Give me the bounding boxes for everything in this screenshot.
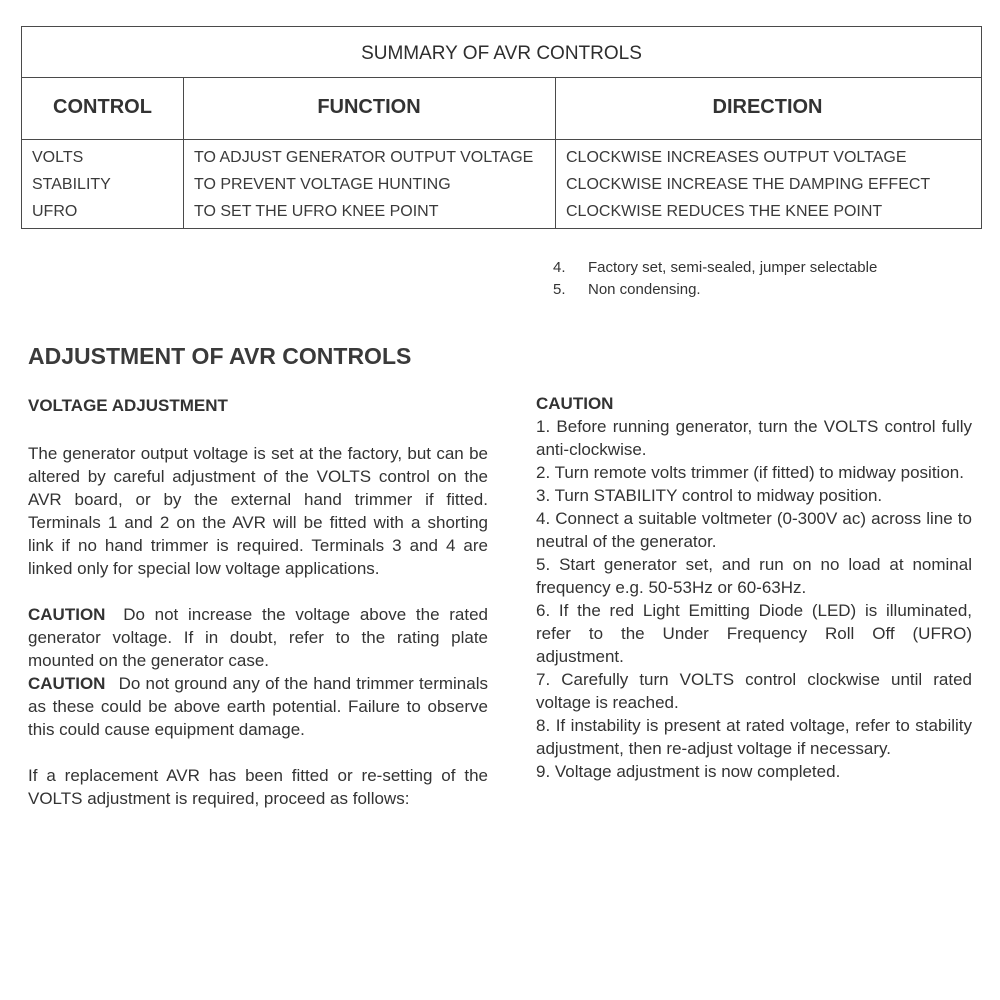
- cell-control: VOLTS: [32, 149, 84, 166]
- procedure-step: 1. Before running generator, turn the VOLTS control fully anti-clockwise.: [536, 417, 972, 459]
- caution-paragraph: [28, 603, 488, 672]
- direction-column: [566, 148, 930, 229]
- cell-function: TO PREVENT VOLTAGE HUNTING: [194, 176, 451, 193]
- cell-function: TO SET THE UFRO KNEE POINT: [194, 203, 439, 220]
- cell-direction: CLOCKWISE INCREASES OUTPUT VOLTAGE: [566, 149, 907, 166]
- caution-label: CAUTION: [28, 674, 106, 693]
- avr-controls-table: [21, 26, 982, 229]
- cell-control: STABILITY: [32, 176, 111, 193]
- caution-block: [28, 603, 488, 741]
- header-function: FUNCTION: [317, 96, 421, 118]
- footnote: [553, 258, 877, 280]
- header-rule: [22, 139, 981, 140]
- control-column: [32, 148, 111, 229]
- cell-function: TO ADJUST GENERATOR OUTPUT VOLTAGE: [194, 149, 534, 166]
- procedure-step: 5. Start generator set, and run on no load at nominal frequency e.g. 50-53Hz or 60-63Hz.: [536, 555, 972, 597]
- section-title: ADJUSTMENT OF AVR CONTROLS: [28, 343, 412, 369]
- caution-paragraph: [28, 672, 488, 741]
- voltage-adjustment-heading: VOLTAGE ADJUSTMENT: [28, 396, 228, 415]
- footnote-text: Non condensing.: [588, 281, 701, 298]
- caution-text: Do not increase the voltage above the rated generator voltage. If in doubt, refer to the rating plate mounted on the generator case.: [28, 605, 488, 670]
- table-title: SUMMARY OF AVR CONTROLS: [22, 27, 981, 78]
- header-control: CONTROL: [53, 96, 152, 118]
- function-column: [194, 148, 533, 229]
- cell-direction: CLOCKWISE REDUCES THE KNEE POINT: [566, 203, 883, 220]
- footnote: [553, 280, 877, 302]
- procedure-step: 3. Turn STABILITY control to midway position.: [536, 486, 883, 505]
- cell-direction: CLOCKWISE INCREASE THE DAMPING EFFECT: [566, 176, 931, 193]
- procedure-heading: CAUTION: [536, 394, 614, 413]
- caution-text: Do not ground any of the hand trimmer terminals as these could be above earth potential. Failure to observe this could cause equipment damage.: [28, 674, 488, 739]
- caution-label: CAUTION: [28, 605, 106, 624]
- procedure-step: 6. If the red Light Emitting Diode (LED) is illuminated, refer to the Under Frequency Roll Off (UFRO) adjustment.: [536, 601, 972, 666]
- procedure-step: 4. Connect a suitable voltmeter (0-300V ac) across line to neutral of the generator.: [536, 509, 972, 551]
- cell-control: UFRO: [32, 203, 78, 220]
- procedure-step: 7. Carefully turn VOLTS control clockwise until rated voltage is reached.: [536, 670, 972, 712]
- procedure-column: [536, 392, 972, 783]
- intro-paragraph: The generator output voltage is set at the factory, but can be altered by careful adjustment of the VOLTS control on the AVR board, or by the external hand trimmer if fitted. Terminals 1 and 2 on the AVR will be fitted with a shorting link if no hand trimmer is required. Terminals 3 and 4 are linked only for special low voltage applications.: [28, 444, 488, 578]
- footnotes: [553, 258, 877, 302]
- procedure-step: 8. If instability is present at rated voltage, refer to stability adjustment, then re-adjust voltage if necessary.: [536, 716, 972, 758]
- procedure-step: 9. Voltage adjustment is now completed.: [536, 762, 841, 781]
- footnote-number: 5.: [553, 281, 566, 298]
- footnote-number: 4.: [553, 259, 566, 276]
- procedure-step: 2. Turn remote volts trimmer (if fitted) to midway position.: [536, 463, 964, 482]
- replacement-paragraph: If a replacement AVR has been fitted or re-setting of the VOLTS adjustment is required, proceed as follows:: [28, 766, 488, 808]
- header-direction: DIRECTION: [712, 96, 823, 118]
- footnote-text: Factory set, semi-sealed, jumper selectable: [588, 259, 878, 276]
